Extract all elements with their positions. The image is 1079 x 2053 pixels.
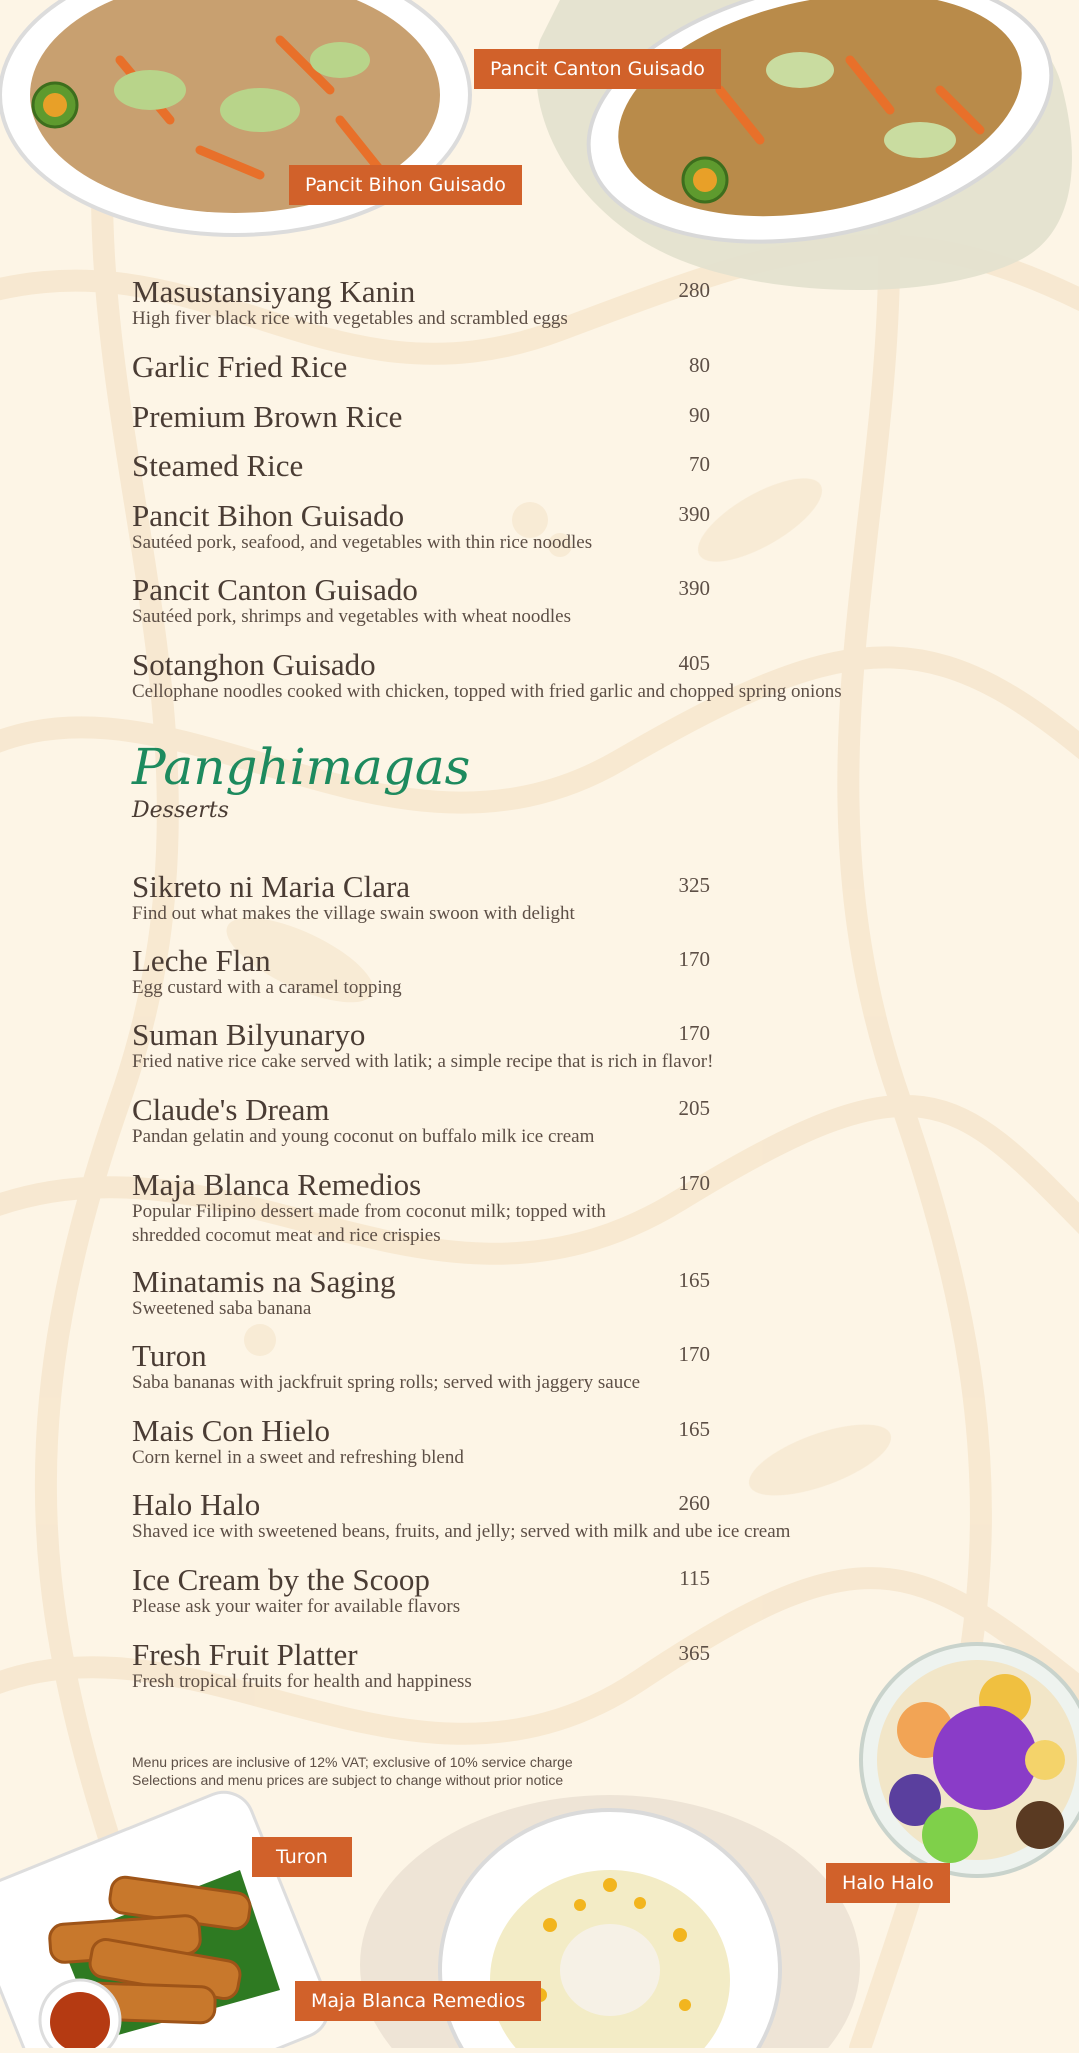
menu-item: [132, 647, 952, 704]
item-description: Shaved ice with sweetened beans, fruits, and jelly; served with milk and ube ice cream: [132, 1521, 791, 1542]
item-name: Sotanghon Guisado: [132, 647, 376, 682]
item-price: 170: [678, 1021, 710, 1045]
item-description: Sautéed pork, seafood, and vegetables with thin rice noodles: [132, 532, 593, 553]
menu-item: [132, 943, 710, 1000]
menu-item: [132, 1338, 952, 1395]
item-name: Fresh Fruit Platter: [132, 1637, 358, 1672]
menu-item: [132, 1487, 952, 1544]
item-description: Popular Filipino dessert made from coconut milk; topped with shredded cocomut meat and rice crispies: [132, 1201, 606, 1246]
item-name: Pancit Bihon Guisado: [132, 498, 405, 533]
item-price: 70: [689, 452, 710, 476]
item-description: Fried native rice cake served with latik; a simple recipe that is rich in flavor!: [132, 1051, 714, 1072]
item-name: Sikreto ni Maria Clara: [132, 869, 411, 904]
item-name: Leche Flan: [132, 943, 271, 978]
item-description: Egg custard with a caramel topping: [132, 977, 402, 998]
item-price: 90: [689, 403, 710, 427]
item-name: Halo Halo: [132, 1487, 261, 1522]
menu-item: [132, 448, 710, 484]
menu-item: [132, 1562, 710, 1619]
item-price: 165: [678, 1417, 710, 1441]
menu-item: [132, 1637, 710, 1694]
photo-label-pancit-bihon: Pancit Bihon Guisado: [289, 165, 522, 205]
item-description: High fiver black rice with vegetables and scrambled eggs: [132, 308, 568, 329]
item-description: Please ask your waiter for available flavors: [132, 1596, 461, 1617]
item-price: 390: [678, 502, 710, 526]
item-name: Mais Con Hielo: [132, 1413, 331, 1448]
item-price: 170: [678, 947, 710, 971]
menu-item: [132, 1092, 710, 1149]
item-price: 405: [678, 651, 710, 675]
item-name: Maja Blanca Remedios: [132, 1167, 422, 1202]
item-price: 165: [678, 1268, 710, 1292]
photo-label-turon: Turon: [252, 1837, 352, 1877]
menu-item: [132, 1167, 710, 1248]
item-price: 80: [689, 353, 710, 377]
item-description: Find out what makes the village swain swoon with delight: [132, 903, 575, 924]
menu-note-vat: Menu prices are inclusive of 12% VAT; exclusive of 10% service charge: [132, 1754, 573, 1770]
turon-photo: [0, 1790, 330, 2048]
item-price: 390: [678, 576, 710, 600]
menu-item: [132, 498, 710, 555]
item-price: 170: [678, 1171, 710, 1195]
item-price: 170: [678, 1342, 710, 1366]
item-price: 325: [678, 873, 710, 897]
menu-item: [132, 399, 710, 435]
item-description: Fresh tropical fruits for health and happiness: [132, 1671, 472, 1692]
item-name: Premium Brown Rice: [132, 399, 403, 434]
photo-label-halo-halo: Halo Halo: [826, 1863, 950, 1903]
menu-item: [132, 1413, 710, 1470]
item-price: 365: [678, 1641, 710, 1665]
menu-item: [132, 572, 710, 629]
menu-item: [132, 349, 710, 385]
item-description: Sweetened saba banana: [132, 1298, 312, 1319]
item-name: Masustansiyang Kanin: [132, 274, 416, 309]
item-name: Pancit Canton Guisado: [132, 572, 418, 607]
item-name: Ice Cream by the Scoop: [132, 1562, 430, 1597]
photo-label-maja-blanca: Maja Blanca Remedios: [295, 1981, 541, 2021]
section-subtitle: Desserts: [132, 798, 229, 823]
item-description: Corn kernel in a sweet and refreshing blend: [132, 1447, 464, 1468]
item-description: Cellophane noodles cooked with chicken, topped with fried garlic and chopped spring onions: [132, 681, 842, 702]
item-price: 205: [678, 1096, 710, 1120]
item-description: Pandan gelatin and young coconut on buffalo milk ice cream: [132, 1126, 595, 1147]
menu-item: [132, 274, 710, 331]
item-name: Minatamis na Saging: [132, 1264, 396, 1299]
item-description: Saba bananas with jackfruit spring rolls; served with jaggery sauce: [132, 1372, 641, 1393]
item-price: 260: [678, 1491, 710, 1515]
menu-note-disclaimer: Selections and menu prices are subject to change without prior notice: [132, 1772, 564, 1788]
menu-item: [132, 1017, 952, 1074]
item-name: Claude's Dream: [132, 1092, 330, 1127]
item-name: Steamed Rice: [132, 448, 304, 483]
item-name: Suman Bilyunaryo: [132, 1017, 366, 1052]
photo-label-pancit-canton: Pancit Canton Guisado: [474, 49, 721, 89]
item-name: Turon: [132, 1338, 207, 1373]
menu-item: [132, 869, 710, 926]
item-price: 280: [678, 278, 710, 302]
pancit-canton-photo: [520, 0, 1079, 300]
item-name: Garlic Fried Rice: [132, 349, 348, 384]
section-title: Panghimagas: [132, 738, 471, 796]
item-price: 115: [679, 1566, 710, 1590]
menu-item: [132, 1264, 710, 1321]
item-description: Sautéed pork, shrimps and vegetables with wheat noodles: [132, 606, 572, 627]
